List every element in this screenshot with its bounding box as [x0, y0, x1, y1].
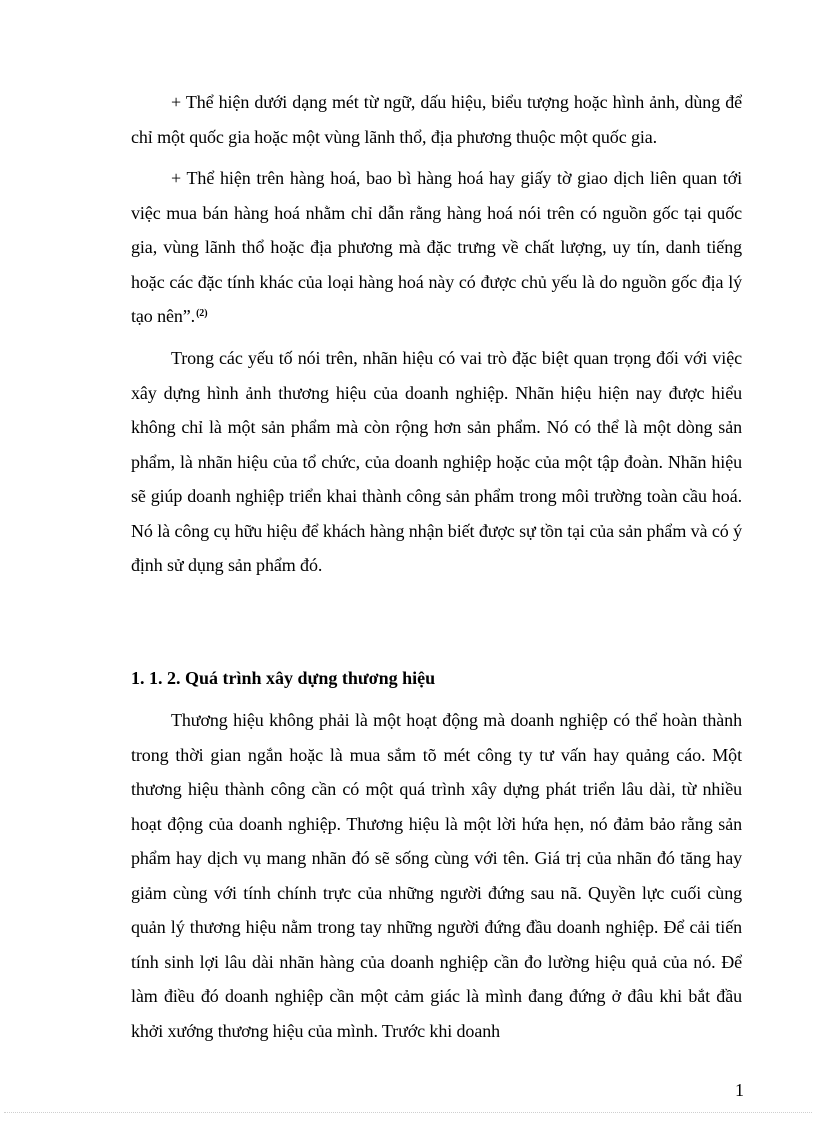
footnote-reference: (2) — [196, 308, 208, 319]
paragraph-geographic-indication-form — [131, 85, 742, 154]
paragraph-3-text: Trong các yếu tố nói trên, nhãn hiệu có vai trò đặc biệt quan trọng đối với việc xây dựng hình ảnh thương hiệu của doanh nghiệp. Nhãn hiệu hiện nay được hiểu không chỉ là một sản phẩm mà còn rộng hơn sản phẩm. Nó có thể là một dòng sản phẩm, là nhãn hiệu của tổ chức, của doanh nghiệp hoặc của một tập đoàn. Nhãn hiệu sẽ giúp doanh nghiệp triển khai thành công sản phẩm trong môi trường toàn cầu hoá. Nó là công cụ hữu hiệu để khách hàng nhận biết được sự tồn tại của sản phẩm và có ý định sử dụng sản phẩm đó. — [131, 348, 742, 575]
page-number: 1 — [735, 1080, 744, 1100]
page-bottom-divider — [4, 1112, 812, 1113]
paragraph-trademark-role — [131, 341, 742, 583]
paragraph-1-text: + Thể hiện dưới dạng mét từ ngữ, dấu hiệu, biểu tượng hoặc hình ảnh, dùng để chỉ một quốc gia hoặc một vùng lãnh thổ, địa phương thuộc một quốc gia. — [131, 92, 742, 147]
section-heading: 1. 1. 2. Quá trình xây dựng thương hiệu — [131, 668, 436, 688]
paragraph-geographic-indication-goods — [131, 161, 742, 334]
paragraph-2-text: + Thể hiện trên hàng hoá, bao bì hàng hoá hay giấy tờ giao dịch liên quan tới việc mua bán hàng hoá nhằm chỉ dẫn rằng hàng hoá nói trên có nguồn gốc tại quốc gia, vùng lãnh thổ hoặc địa phương mà đặc trưng về chất lượng, uy tín, danh tiếng hoặc các đặc tính khác của loại hàng hoá này có được chủ yếu là do nguồn gốc địa lý tạo nên”. — [131, 168, 742, 326]
paragraph-4-text: Thương hiệu không phải là một hoạt động mà doanh nghiệp có thể hoàn thành trong thời gian ngắn hoặc là mua sắm tõ mét công ty tư vấn hay quảng cáo. Một thương hiệu thành công cần có một quá trình xây dựng phát triển lâu dài, từ nhiều hoạt động của doanh nghiệp. Thương hiệu là một lời hứa hẹn, nó đảm bảo rằng sản phẩm hay dịch vụ mang nhãn đó sẽ sống cùng với tên. Giá trị của nhãn đó tăng hay giảm cùng với tính chính trực của những người đứng sau nã. Quyền lực cuối cùng quản lý thương hiệu nằm trong tay những người đứng đầu doanh nghiệp. Để cải tiến tính sinh lợi lâu dài nhãn hàng của doanh nghiệp cần đo lường hiệu quả của nó. Để làm điều đó doanh nghiệp cần một cảm giác là mình đang đứng ở đâu khi bắt đầu khởi xướng thương hiệu của mình. Trước khi doanh — [131, 710, 742, 1041]
paragraph-brand-building-process — [131, 703, 742, 1048]
